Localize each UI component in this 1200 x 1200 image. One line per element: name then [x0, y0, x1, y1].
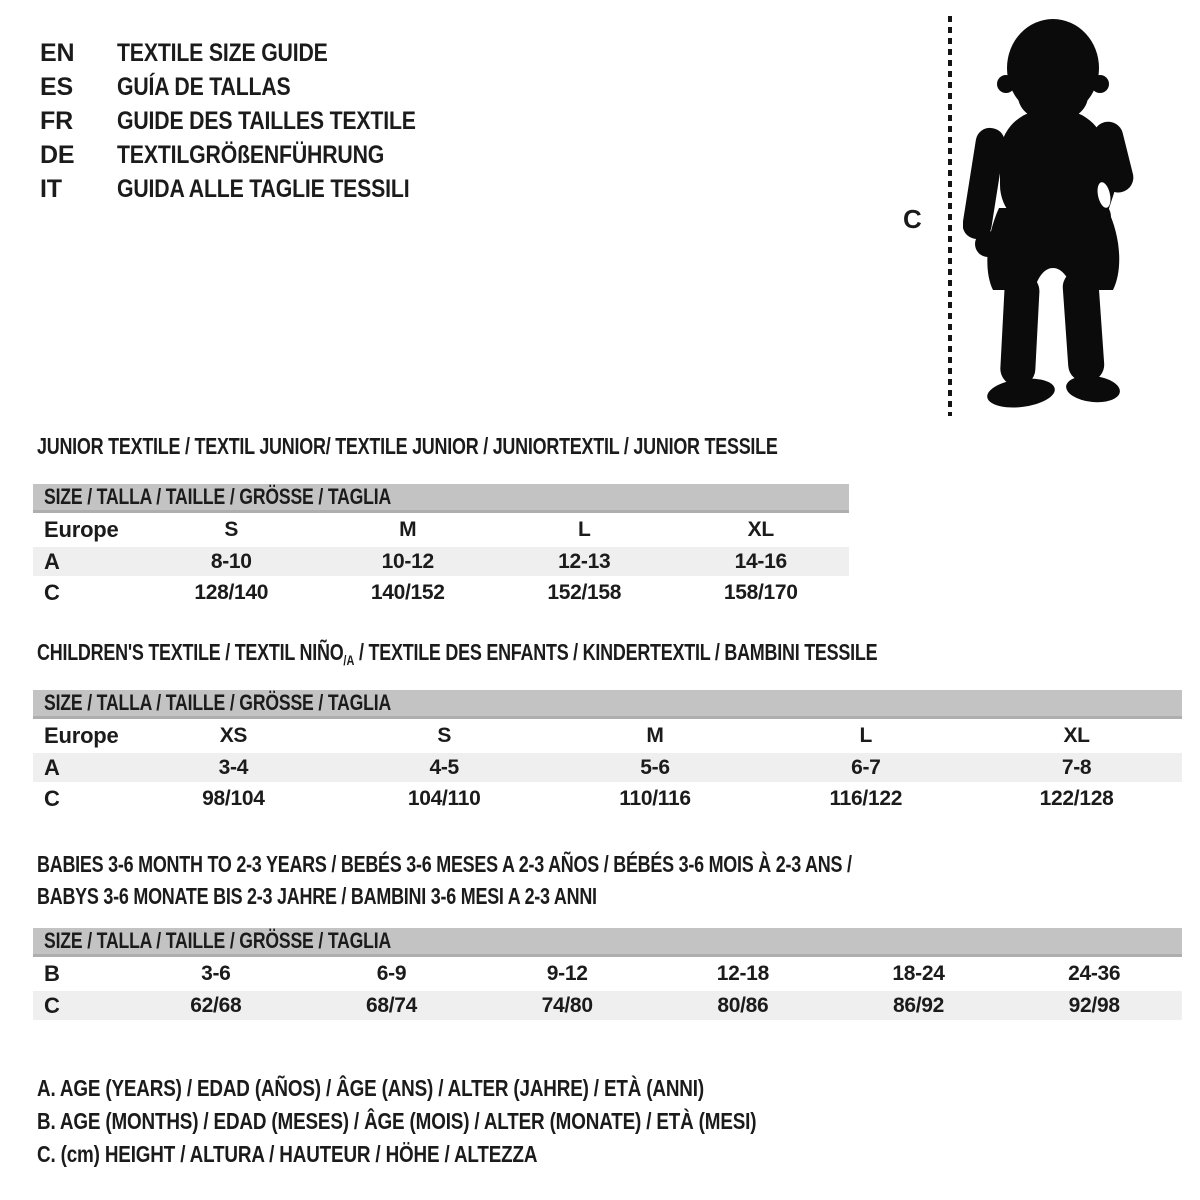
language-code: IT: [40, 175, 62, 203]
language-code: DE: [40, 141, 75, 169]
size-cell: M: [399, 518, 417, 541]
language-row-es: [40, 70, 469, 104]
age-cell: 5-6: [640, 755, 670, 779]
language-code: ES: [40, 73, 73, 101]
measure-legend: [37, 1072, 914, 1171]
row-label: Europe: [44, 517, 119, 542]
height-cell: 128/140: [194, 581, 269, 604]
table-row-age: [33, 547, 849, 576]
height-cell: 98/104: [202, 787, 265, 810]
language-title-list: [40, 36, 469, 206]
table-row-europe: [33, 719, 1182, 753]
height-cell: 116/122: [829, 787, 903, 810]
size-cell: XS: [219, 724, 248, 747]
junior-size-table: [33, 484, 849, 610]
table-row-europe: [33, 513, 849, 547]
row-label: A: [44, 548, 60, 574]
size-header-bar: SIZE / TALLA / TAILLE / GRÖSSE / TAGLIA: [33, 928, 1182, 957]
height-cell: 158/170: [723, 581, 798, 604]
size-header-bar: SIZE / TALLA / TAILLE / GRÖSSE / TAGLIA: [33, 690, 1182, 719]
toddler-silhouette-image: [963, 12, 1141, 414]
height-cell: 92/98: [1068, 993, 1120, 1017]
babies-section-title: BABIES 3-6 MONTH TO 2-3 YEARS / BEBÉS 3-6 MESES A 2-3 AÑOS / BÉBÉS 3-6 MOIS À 2-3 ANS / BABYS 3-6 MONATE BIS 2-3 JAHRE / BAMBINI 3-6 MESI A 2-3 ANNI: [37, 851, 852, 909]
size-cell: S: [224, 518, 239, 541]
age-cell: 6-7: [851, 755, 881, 779]
height-measure-dashed-line: [948, 16, 952, 416]
age-cell: 3-6: [201, 962, 231, 985]
age-cell: 8-10: [210, 549, 252, 573]
legend-height-cm: C. (cm) HEIGHT / ALTURA / HAUTEUR / HÖHE / ALTEZZA: [37, 1141, 538, 1167]
guide-title: GUIDE DES TAILLES TEXTILE: [117, 107, 416, 135]
children-size-table: [33, 690, 1182, 816]
table-row-height: [33, 576, 849, 610]
height-measure-label: C: [903, 204, 922, 234]
age-cell: 18-24: [892, 962, 945, 985]
table-row-height: [33, 782, 1182, 816]
guide-title: GUIDA ALLE TAGLIE TESSILI: [117, 175, 410, 203]
height-cell: 110/116: [619, 787, 691, 810]
legend-age-years: A. AGE (YEARS) / EDAD (AÑOS) / ÂGE (ANS) / ALTER (JAHRE) / ETÀ (ANNI): [37, 1075, 704, 1101]
age-cell: 14-16: [734, 549, 787, 573]
guide-title: TEXTILE SIZE GUIDE: [117, 39, 328, 67]
babies-size-table: [33, 928, 1182, 1020]
row-label: Europe: [44, 723, 119, 748]
height-cell: 80/86: [717, 993, 769, 1017]
height-cell: 122/128: [1039, 787, 1114, 810]
row-label: C: [44, 580, 60, 605]
height-cell: 68/74: [365, 993, 418, 1017]
size-header-bar: SIZE / TALLA / TAILLE / GRÖSSE / TAGLIA: [33, 484, 849, 513]
language-row-de: [40, 138, 469, 172]
height-cell: 86/92: [892, 993, 945, 1017]
junior-section-title: JUNIOR TEXTILE / TEXTIL JUNIOR/ TEXTILE JUNIOR / JUNIORTEXTIL / JUNIOR TESSILE: [37, 433, 778, 459]
language-code: EN: [40, 39, 75, 67]
language-row-fr: [40, 104, 469, 138]
size-cell: S: [437, 724, 452, 747]
table-row-height: [33, 991, 1182, 1020]
size-cell: L: [859, 724, 873, 747]
height-cell: 152/158: [547, 581, 622, 604]
size-cell: XL: [1063, 724, 1090, 747]
row-label: B: [44, 961, 60, 986]
row-label: C: [44, 992, 60, 1018]
size-cell: XL: [747, 518, 774, 541]
height-cell: 104/110: [407, 787, 481, 810]
table-row-age: [33, 753, 1182, 782]
age-cell: 6-9: [376, 962, 407, 985]
legend-age-months: B. AGE (MONTHS) / EDAD (MESES) / ÂGE (MOIS) / ALTER (MONATE) / ETÀ (MESI): [37, 1108, 757, 1134]
language-code: FR: [40, 107, 73, 135]
size-cell: M: [646, 724, 664, 747]
row-label: A: [44, 754, 60, 780]
language-row-it: [40, 172, 469, 206]
age-cell: 3-4: [218, 755, 249, 779]
age-cell: 12-18: [716, 962, 769, 985]
row-label: C: [44, 786, 60, 811]
table-row-age-months: [33, 957, 1182, 991]
height-cell: 62/68: [190, 993, 242, 1017]
age-cell: 12-13: [558, 549, 611, 573]
children-section-title: CHILDREN'S TEXTILE / TEXTIL $NIÑO_{/A}$ / TEXTILE DES ENFANTS / KINDERTEXTIL / BAMBINI TESSILE: [37, 639, 878, 668]
language-row-en: [40, 36, 469, 70]
height-cell: 140/152: [370, 581, 445, 604]
age-cell: 9-12: [546, 962, 588, 985]
age-cell: 24-36: [1068, 962, 1121, 985]
age-cell: 4-5: [429, 755, 459, 779]
age-cell: 7-8: [1061, 755, 1092, 779]
size-cell: L: [577, 518, 591, 541]
guide-title: TEXTILGRÖßENFÜHRUNG: [117, 141, 385, 169]
age-cell: 10-12: [381, 549, 434, 573]
height-cell: 74/80: [541, 993, 593, 1017]
guide-title: GUÍA DE TALLAS: [117, 73, 291, 101]
